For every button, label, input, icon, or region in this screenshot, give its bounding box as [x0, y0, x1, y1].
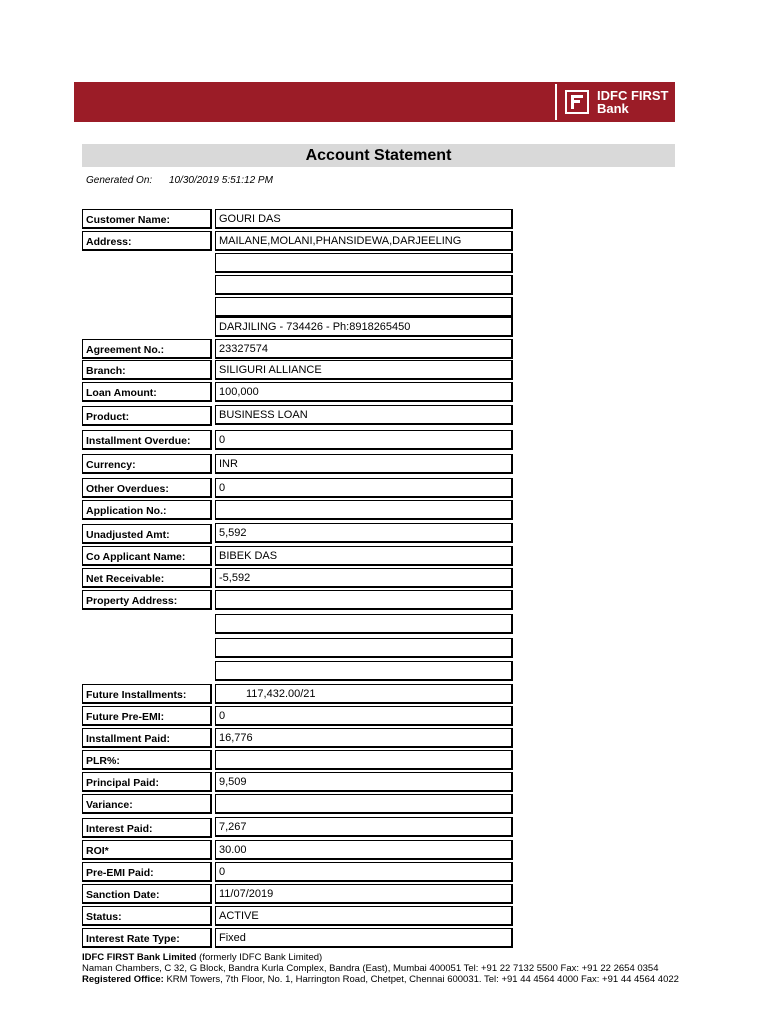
co-applicant-name-label: Co Applicant Name:	[82, 546, 212, 566]
future-pre-emi-value: 0	[215, 706, 513, 726]
footer-reg-label: Registered Office:	[82, 974, 164, 985]
other-overdues-label: Other Overdues:	[82, 478, 212, 498]
net-receivable-label: Net Receivable:	[82, 568, 212, 588]
currency-value: INR	[215, 454, 513, 474]
application-no-label: Application No.:	[82, 500, 212, 520]
interest-paid-label: Interest Paid:	[82, 818, 212, 838]
property-address-line2	[215, 614, 513, 634]
interest-rate-type-value: Fixed	[215, 928, 513, 948]
footer-formerly: (formerly IDFC Bank Limited)	[196, 952, 323, 963]
principal-paid-label: Principal Paid:	[82, 772, 212, 792]
pre-emi-paid-value: 0	[215, 862, 513, 882]
page-title: Account Statement	[305, 147, 452, 164]
variance-label: Variance:	[82, 794, 212, 814]
roi-value: 30.00	[215, 840, 513, 860]
future-pre-emi-label: Future Pre-EMI:	[82, 706, 212, 726]
branch-value: SILIGURI ALLIANCE	[215, 360, 513, 380]
branch-label: Branch:	[82, 360, 212, 380]
future-installments-value: 117,432.00/21	[215, 684, 513, 704]
property-address-line4	[215, 661, 513, 681]
property-address-line1	[215, 590, 513, 610]
bank-logo-icon	[565, 90, 589, 114]
customer-name-label: Customer Name:	[82, 209, 212, 229]
plr-value	[215, 750, 513, 770]
roi-label: ROI*	[82, 840, 212, 860]
pre-emi-paid-label: Pre-EMI Paid:	[82, 862, 212, 882]
unadjusted-amt-label: Unadjusted Amt:	[82, 524, 212, 544]
footer-address: Naman Chambers, C 32, G Block, Bandra Kurla Complex, Bandra (East), Mumbai 400051 Tel: +91 22 7132 5500 Fax: +91 22 2654 0354	[82, 963, 659, 974]
unadjusted-amt-value: 5,592	[215, 523, 513, 543]
property-address-label: Property Address:	[82, 590, 212, 610]
agreement-no-label: Agreement No.:	[82, 339, 212, 359]
footer-registered-line	[82, 974, 682, 985]
address-line4	[215, 297, 513, 317]
customer-name-value: GOURI DAS	[215, 209, 513, 229]
address-line3	[215, 275, 513, 295]
net-receivable-value: -5,592	[215, 568, 513, 588]
other-overdues-value: 0	[215, 478, 513, 498]
application-no-value	[215, 500, 513, 520]
status-label: Status:	[82, 906, 212, 926]
principal-paid-value: 9,509	[215, 772, 513, 792]
bank-logo-text	[597, 89, 669, 115]
bank-logo	[555, 84, 673, 120]
product-value: BUSINESS LOAN	[215, 405, 513, 425]
installment-overdue-label: Installment Overdue:	[82, 430, 212, 450]
variance-value	[215, 794, 513, 814]
title-bar	[82, 144, 675, 167]
status-value: ACTIVE	[215, 906, 513, 926]
interest-paid-value: 7,267	[215, 817, 513, 837]
footer-reg-text: KRM Towers, 7th Floor, No. 1, Harrington Road, Chetpet, Chennai 600031. Tel: +91 44 4564 4000 Fax: +91 44 4564 4022	[163, 974, 679, 985]
bank-name-line1: IDFC FIRST	[597, 88, 669, 103]
address-line5: DARJILING - 734426 - Ph:8918265450	[215, 317, 513, 337]
footer-company-line	[82, 952, 682, 963]
loan-amount-label: Loan Amount:	[82, 382, 212, 402]
installment-paid-value: 16,776	[215, 728, 513, 748]
generated-on	[86, 175, 287, 186]
address-line1: MAILANE,MOLANI,PHANSIDEWA,DARJEELING	[215, 231, 513, 251]
sanction-date-label: Sanction Date:	[82, 884, 212, 904]
product-label: Product:	[82, 406, 212, 426]
agreement-no-value: 23327574	[215, 339, 513, 359]
footer	[82, 952, 682, 985]
bank-name-line2: Bank	[597, 101, 629, 116]
installment-overdue-value: 0	[215, 430, 513, 450]
installment-paid-label: Installment Paid:	[82, 728, 212, 748]
loan-amount-value: 100,000	[215, 382, 513, 402]
property-address-line3	[215, 638, 513, 658]
address-line2	[215, 253, 513, 273]
future-installments-label: Future Installments:	[82, 684, 212, 704]
currency-label: Currency:	[82, 454, 212, 474]
plr-label: PLR%:	[82, 750, 212, 770]
address-label: Address:	[82, 231, 212, 251]
footer-company: IDFC FIRST Bank Limited	[82, 952, 197, 963]
generated-on-label: Generated On:	[86, 175, 153, 186]
sanction-date-value: 11/07/2019	[215, 884, 513, 904]
interest-rate-type-label: Interest Rate Type:	[82, 928, 212, 948]
co-applicant-name-value: BIBEK DAS	[215, 546, 513, 566]
generated-on-value: 10/30/2019 5:51:12 PM	[168, 175, 273, 186]
